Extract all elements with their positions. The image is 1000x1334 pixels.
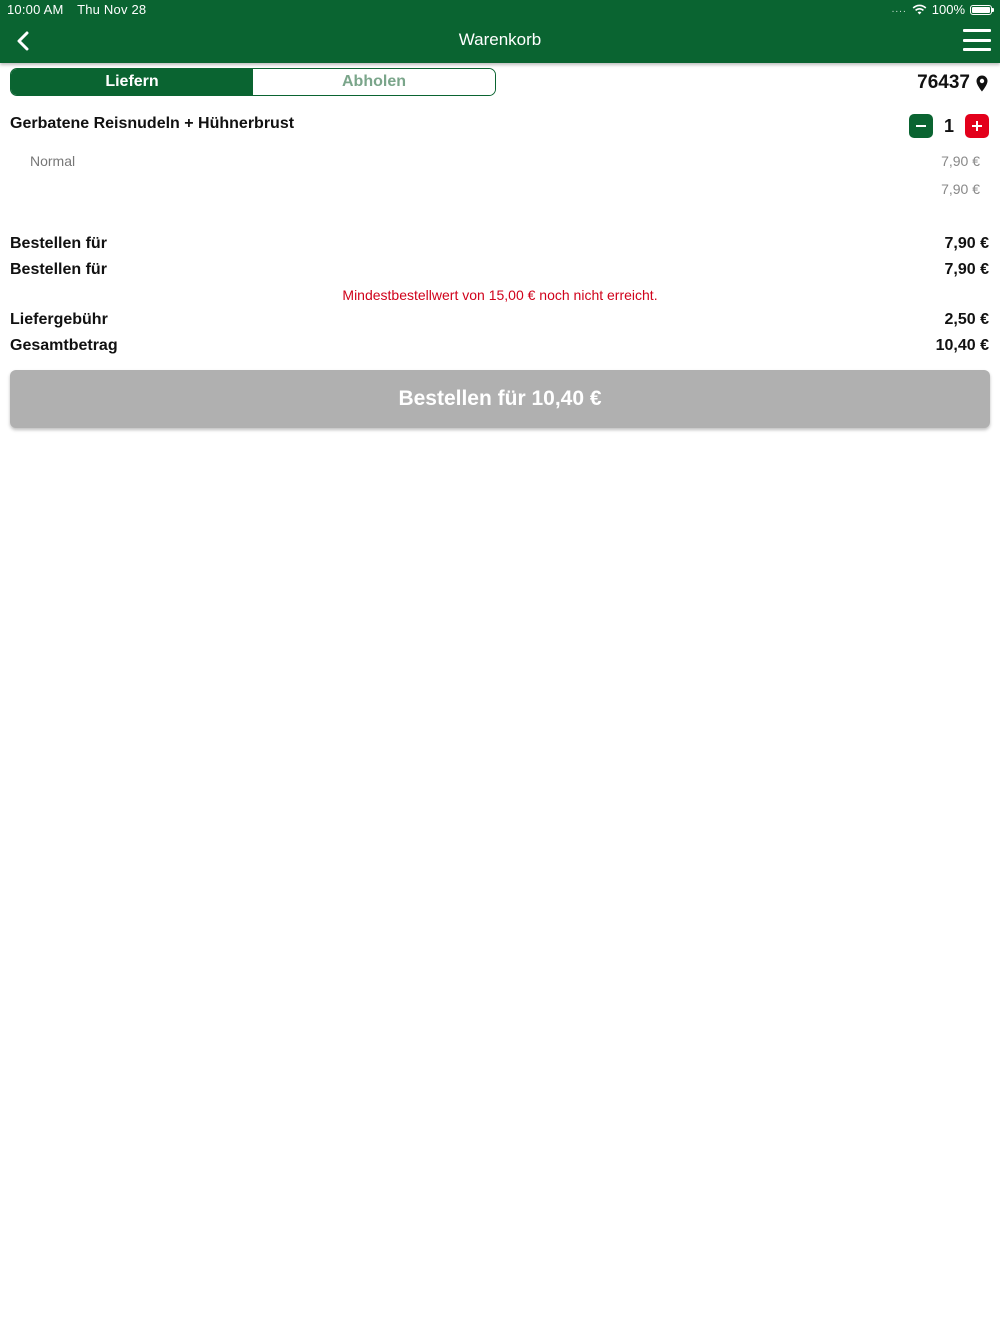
- total-value: 10,40 €: [935, 337, 989, 354]
- battery-icon: [970, 5, 992, 15]
- increase-quantity-button[interactable]: [965, 114, 989, 138]
- minus-icon: [915, 120, 927, 132]
- cart-item-variant: Normal: [30, 153, 76, 169]
- plus-icon: [971, 120, 983, 132]
- menu-button[interactable]: [963, 29, 991, 51]
- delivery-fee-value: 2,50 €: [944, 311, 989, 328]
- app-header: [0, 0, 1000, 63]
- status-time: 10:00 AM: [7, 2, 64, 17]
- delivery-mode-toggle: [10, 68, 496, 96]
- item-total-price: 7,90 €: [941, 181, 980, 197]
- zip-code: 76437: [917, 72, 970, 93]
- battery-percent: 100%: [931, 2, 965, 17]
- summary-label-1: Bestellen für: [10, 235, 107, 252]
- minimum-order-warning: Mindestbestellwert von 15,00 € noch nicht erreicht.: [342, 287, 658, 303]
- summary-value-1: 7,90 €: [944, 235, 989, 252]
- status-bar-left: [7, 2, 156, 17]
- summary-label-2: Bestellen für: [10, 261, 107, 278]
- total-label: Gesamtbetrag: [10, 337, 118, 354]
- delivery-fee-label: Liefergebühr: [10, 311, 108, 328]
- wifi-icon: [912, 4, 927, 15]
- hamburger-line: [963, 39, 991, 42]
- cart-item-name: Gerbatene Reisnudeln + Hühnerbrust: [10, 115, 295, 132]
- variant-price: 7,90 €: [941, 153, 980, 169]
- quantity-value: 1: [943, 115, 954, 136]
- map-pin-icon: [976, 75, 988, 92]
- summary-value-2: 7,90 €: [944, 261, 989, 278]
- place-order-button[interactable]: Bestellen für 10,40 €: [10, 370, 990, 428]
- hamburger-menu-icon: [963, 29, 991, 32]
- quantity-stepper: [909, 114, 989, 138]
- segment-deliver[interactable]: Liefern: [11, 69, 253, 95]
- segment-pickup[interactable]: Abholen: [253, 69, 495, 95]
- status-bar-right: [892, 2, 992, 17]
- hamburger-line: [963, 48, 991, 51]
- cellular-signal-icon: ....: [891, 4, 907, 15]
- status-date: Thu Nov 28: [77, 2, 147, 17]
- location-zip[interactable]: [917, 72, 988, 94]
- decrease-quantity-button[interactable]: [909, 114, 933, 138]
- page-title: Warenkorb: [458, 30, 542, 49]
